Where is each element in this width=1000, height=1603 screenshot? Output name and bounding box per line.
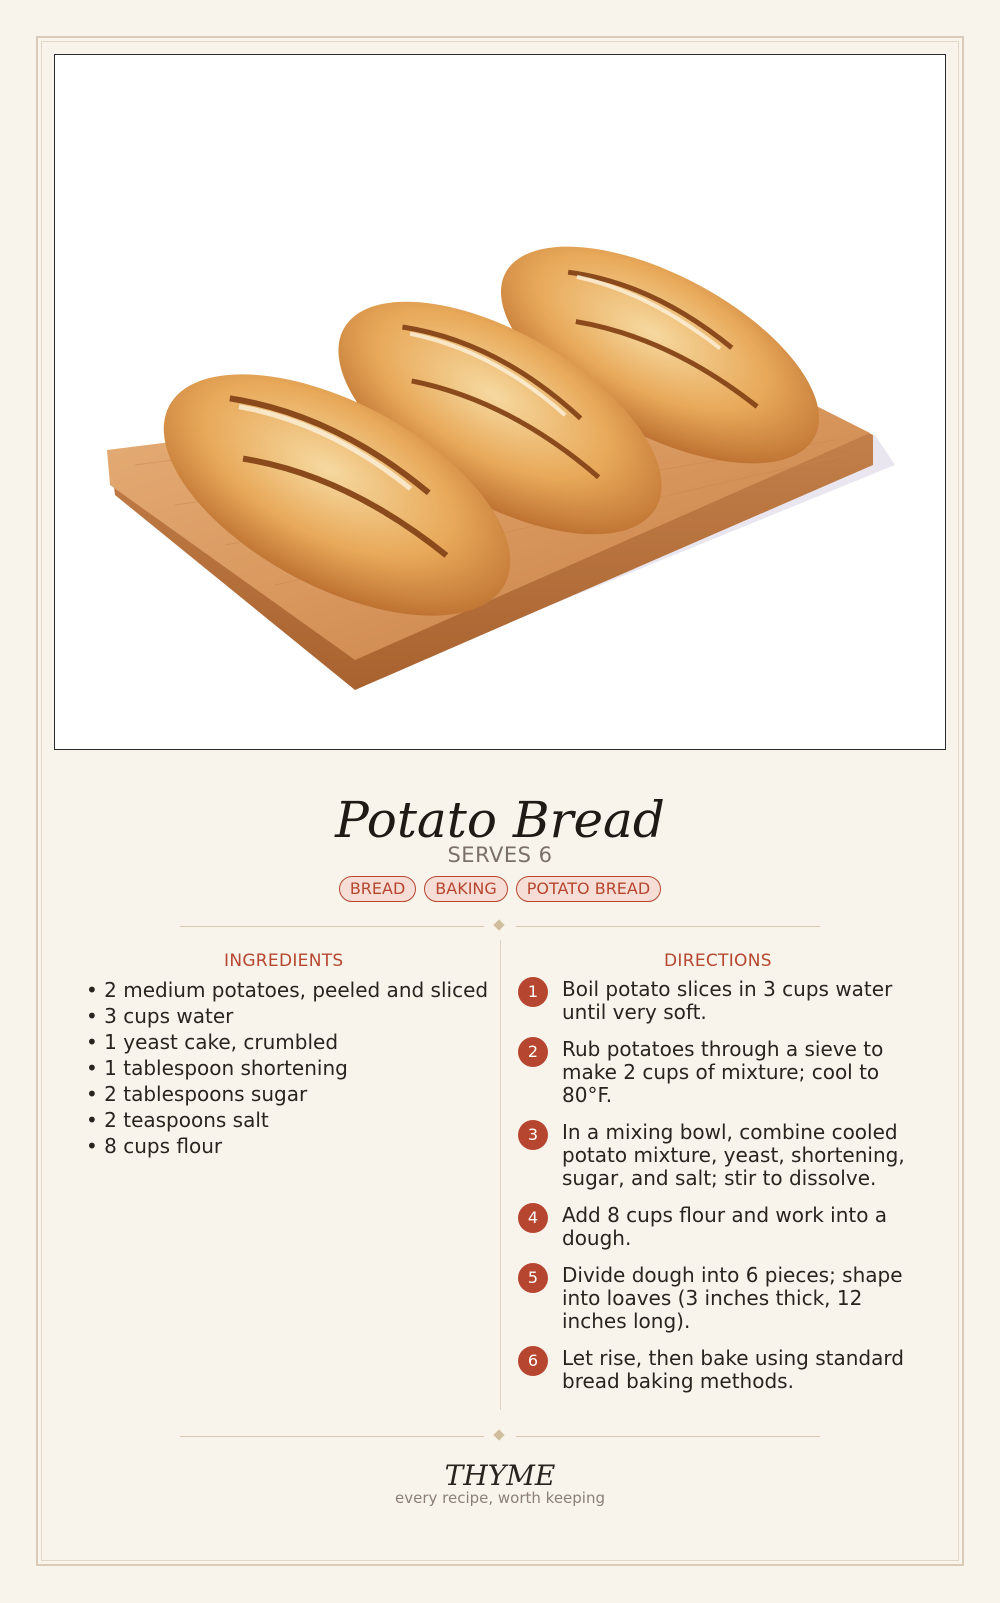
step-number-badge: 1 bbox=[518, 977, 548, 1007]
bread-illustration bbox=[55, 55, 946, 750]
ingredient-item: • 2 medium potatoes, peeled and sliced bbox=[86, 977, 488, 1003]
ingredient-item: • 1 tablespoon shortening bbox=[86, 1055, 488, 1081]
column-separator bbox=[500, 940, 501, 1410]
step-number-badge: 6 bbox=[518, 1346, 548, 1376]
step-text: In a mixing bowl, combine cooled potato mixture, yeast, shortening, sugar, and salt; stir to dissolve. bbox=[562, 1120, 905, 1190]
top-divider bbox=[180, 926, 820, 927]
brand-tagline: every recipe, worth keeping bbox=[394, 1489, 605, 1507]
bottom-divider bbox=[180, 1436, 820, 1437]
step-text: Let rise, then bake using standard bread baking methods. bbox=[562, 1346, 904, 1393]
ingredient-item: • 2 teaspoons salt bbox=[86, 1107, 488, 1133]
direction-step bbox=[518, 1037, 918, 1107]
step-number-badge: 2 bbox=[518, 1037, 548, 1067]
direction-step bbox=[518, 977, 918, 1024]
ingredients-list bbox=[86, 977, 488, 1159]
direction-step bbox=[518, 1203, 918, 1250]
ingredient-item: • 8 cups flour bbox=[86, 1133, 488, 1159]
ingredient-item: • 2 tablespoons sugar bbox=[86, 1081, 488, 1107]
step-text: Boil potato slices in 3 cups water until very soft. bbox=[562, 977, 893, 1024]
directions-heading: DIRECTIONS bbox=[664, 951, 772, 971]
recipe-title: Potato Bread bbox=[335, 791, 665, 849]
direction-step bbox=[518, 1120, 918, 1190]
brand-logo: THYME bbox=[444, 1459, 556, 1492]
step-text: Rub potatoes through a sieve to make 2 cups of mixture; cool to 80°F. bbox=[562, 1037, 884, 1107]
step-text: Add 8 cups flour and work into a dough. bbox=[562, 1203, 888, 1250]
serves-label: SERVES 6 bbox=[447, 843, 553, 867]
step-number-badge: 5 bbox=[518, 1263, 548, 1293]
ingredients-heading: INGREDIENTS bbox=[224, 951, 344, 971]
step-number-badge: 3 bbox=[518, 1120, 548, 1150]
ingredient-item: • 3 cups water bbox=[86, 1003, 488, 1029]
direction-step bbox=[518, 1346, 918, 1393]
recipe-photo bbox=[54, 54, 946, 750]
directions-list bbox=[518, 977, 918, 1406]
step-number-badge: 4 bbox=[518, 1203, 548, 1233]
direction-step bbox=[518, 1263, 918, 1333]
step-text: Divide dough into 6 pieces; shape into loaves (3 inches thick, 12 inches long). bbox=[562, 1263, 903, 1333]
ingredient-item: • 1 yeast cake, crumbled bbox=[86, 1029, 488, 1055]
tag-bread[interactable]: BREAD bbox=[339, 876, 416, 902]
tag-list bbox=[0, 876, 1000, 902]
tag-potato-bread[interactable]: POTATO BREAD bbox=[516, 876, 661, 902]
tag-baking[interactable]: BAKING bbox=[424, 876, 508, 902]
